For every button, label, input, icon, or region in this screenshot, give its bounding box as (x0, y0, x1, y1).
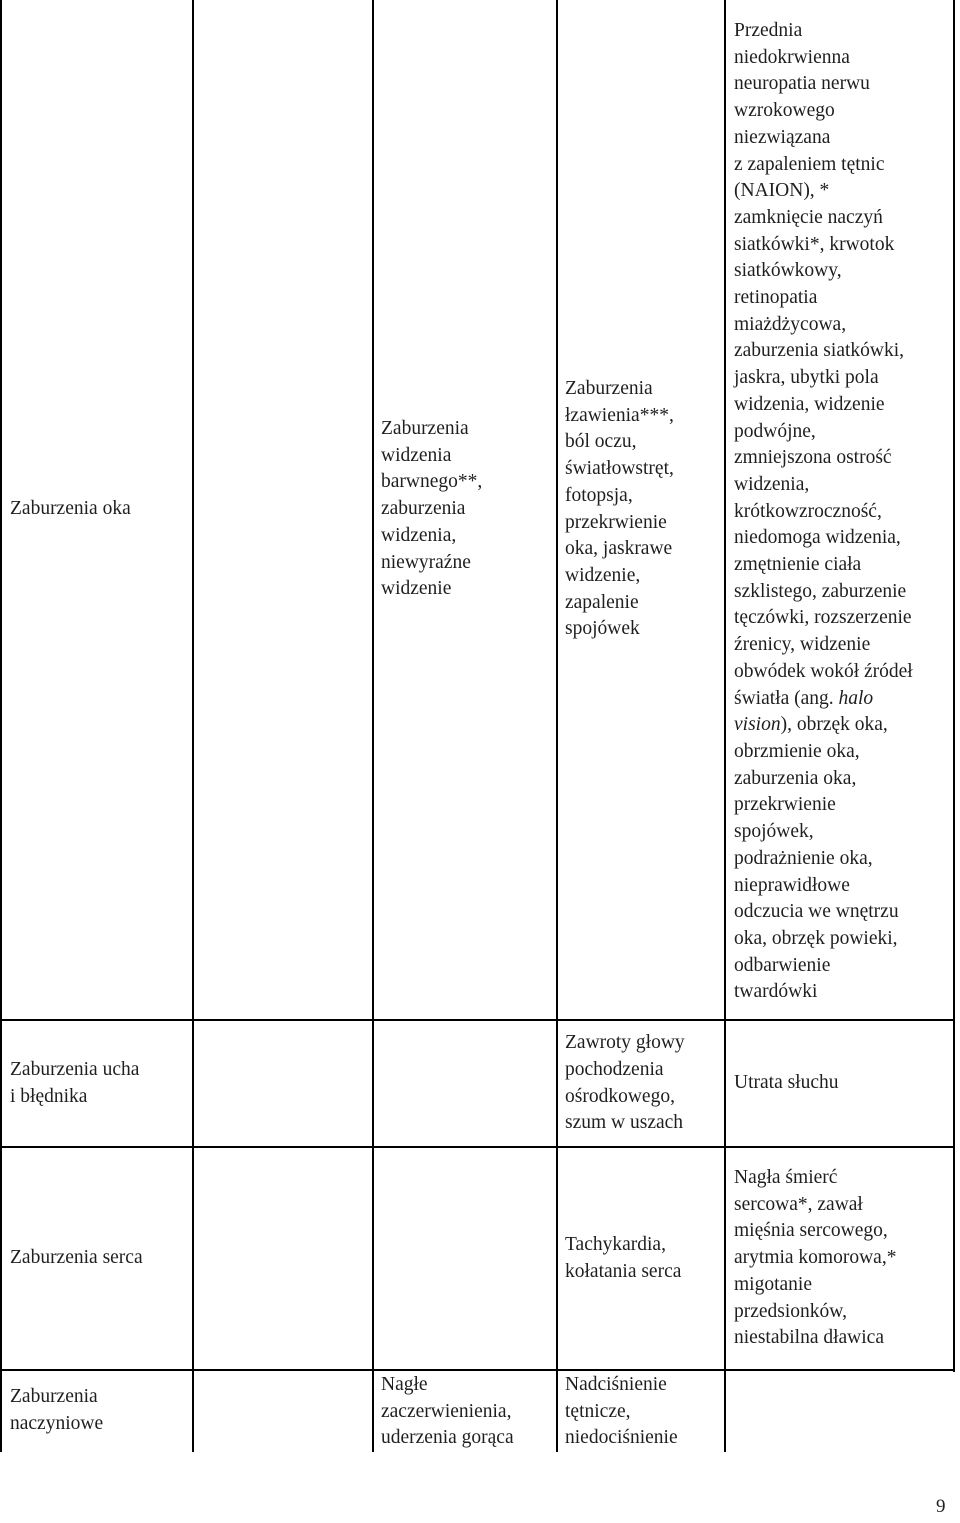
page-number: 9 (936, 1496, 946, 1517)
row-heart-col2 (381, 1148, 553, 1369)
row-eye-col2-text: Zaburzenia widzenia barwnego**, zaburzenia widzenia, niewyraźne widzenie (381, 418, 483, 600)
row-heart-category-text: Zaburzenia serca (10, 1247, 143, 1269)
row-eye-col2 (381, 0, 553, 1019)
row-heart-col3-text: Tachykardia, kołatania serca (565, 1233, 682, 1282)
table-border-col4 (724, 0, 726, 1452)
row-vascular-col3-text: Nadciśnienie tętnicze, niedociśnienie (565, 1374, 678, 1449)
row-ear-col2 (381, 1021, 553, 1146)
row-ear-col3-text: Zawroty głowy pochodzenia ośrodkowego, szum w uszach (565, 1032, 685, 1134)
row-heart-col4-text: Nagła śmierć sercowa*, zawał mięśnia sercowego, arytmia komorowa,* migotanie przedsionków, niestabilna dławica (734, 1167, 897, 1349)
row-vascular-category (10, 1384, 190, 1437)
row-heart-col4 (734, 1148, 952, 1369)
table-border-left (0, 0, 2, 1452)
row-vascular-category-text: Zaburzenia naczyniowe (10, 1386, 104, 1434)
row-vascular-col3 (565, 1372, 723, 1450)
table-border-row3 (0, 1369, 955, 1371)
row-eye-category (10, 0, 190, 1019)
row-heart-category (10, 1148, 190, 1369)
row-eye-col3-text: Zaburzenia łzawienia***, ból oczu, światłowstręt, fotopsja, przekrwienie oka, jaskrawe widzenie, zapalenie spojówek (565, 377, 674, 640)
row-eye-col4-text-end: ), obrzęk oka, obrzmienie oka, zaburzenia oka, przekrwienie spojówek, podrażnienie oka, nieprawidłowe odczucia we wnętrzu oka, obrzęk powieki, odbarwienie twardówki (734, 714, 899, 1003)
row-ear-col4-text: Utrata słuchu (734, 1072, 839, 1094)
row-vascular-col2-text: Nagłe zaczerwienienia, uderzenia gorąca (381, 1374, 514, 1449)
row-vascular-col2 (381, 1372, 553, 1450)
row-ear-category-text: Zaburzenia ucha i błędnika (10, 1058, 140, 1107)
table-border-col2 (372, 0, 374, 1452)
row-ear-col4 (734, 1021, 952, 1146)
table-border-right (953, 0, 955, 1372)
row-eye-col4 (734, 18, 952, 1006)
row-eye-col3 (565, 0, 723, 1019)
row-heart-col3 (565, 1148, 723, 1369)
row-eye-col4-italic: halo vision (734, 687, 874, 736)
row-ear-col3 (565, 1021, 723, 1146)
row-eye-col4-text: Przednia niedokrwienna neuropatia nerwu wzrokowego niezwiązana z zapaleniem tętnic (NAION), * zamknięcie naczyń siatkówki*, krwotok siatkówkowy, retinopatia miażdżycowa, zaburzenia siatkówki, jaskra, ubytki pola widzenia, widzenie podwójne, zmniejszona ostrość widzenia, krótkowzroczność, niedomoga widzenia, zmętnienie ciała szklistego, zaburzenie tęczówki, rozszerzenie źrenicy, widzenie obwódek wokół źródeł światła (ang. (734, 20, 913, 709)
row-ear-category (10, 1021, 190, 1146)
table-border-col3 (556, 0, 558, 1452)
table-border-col1 (192, 0, 194, 1452)
row-eye-category-text: Zaburzenia oka (10, 498, 131, 520)
